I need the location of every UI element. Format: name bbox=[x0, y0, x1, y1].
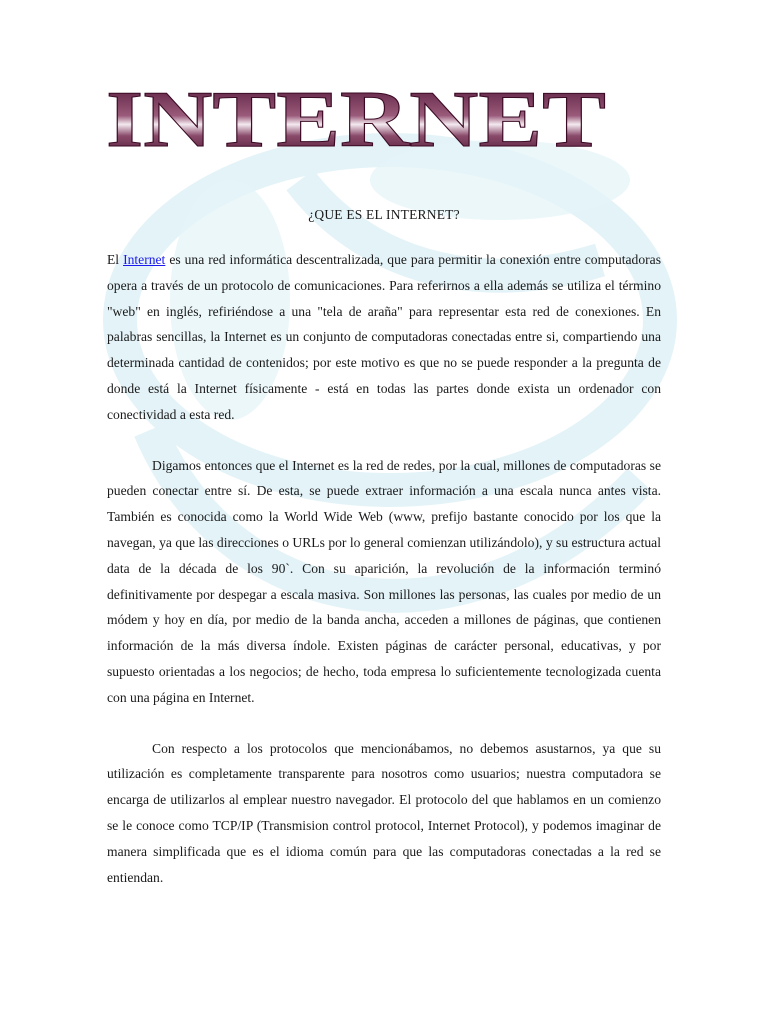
internet-link[interactable]: Internet bbox=[123, 252, 166, 267]
title-text: INTERNET bbox=[106, 82, 606, 154]
paragraph-3: Con respecto a los protocolos que mencionábamos, no debemos asustarnos, ya que su utilización es completamente transparente para nosotros como usuarios; nuestra computadora se encarga de utilizarlos al emplear nuestro navegador. El protocolo del que hablamos en un comienzo se le conoce como TCP/IP (Transmision control protocol, Internet Protocol), y podemos imaginar de manera simplificada que es el idioma común para que las computadoras conectadas a la red se entiendan. bbox=[107, 740, 661, 885]
body-text bbox=[107, 247, 661, 915]
title-wordart bbox=[106, 82, 611, 154]
paragraph-2: Digamos entonces que el Internet es la red de redes, por la cual, millones de computadoras se pueden conectar entre sí. De esta, se puede extraer información a una escala nunca antes vista. También es conocida como la World Wide Web (www, prefijo bastante conocido por los que la navegan, ya que las direcciones o URLs por lo general comienzan utilizándolo), y su estructura actual data de la década de los 90`. Con su aparición, la revolución de la información terminó definitivamente por despegar a escala masiva. Son millones las personas, las cuales por medio de un módem y hoy en día, por medio de la banda ancha, acceden a millones de páginas, que contienen información de la más diversa índole. Existen páginas de carácter personal, educativas, y por supuesto orientadas a los negocios; de hecho, toda empresa lo suficientemente tecnologizada cuenta con una página en Internet. bbox=[107, 457, 661, 705]
paragraph-1: El Internet es una red informática descentralizada, que para permitir la conexión entre computadoras opera a través de un protocolo de comunicaciones. Para referirnos a ella además se utiliza el término "web" en inglés, refiriéndose a una "tela de araña" para representar esta red de conexiones. En palabras sencillas, la Internet es un conjunto de computadoras conectadas entre si, compartiendo una determinada cantidad de contenidos; por este motivo es que no se puede responder a la pregunta de donde está la Internet físicamente - está en todas las partes donde exista un ordenador con conectividad a esta red. bbox=[107, 252, 662, 422]
section-heading: ¿QUE ES EL INTERNET? bbox=[308, 207, 460, 222]
